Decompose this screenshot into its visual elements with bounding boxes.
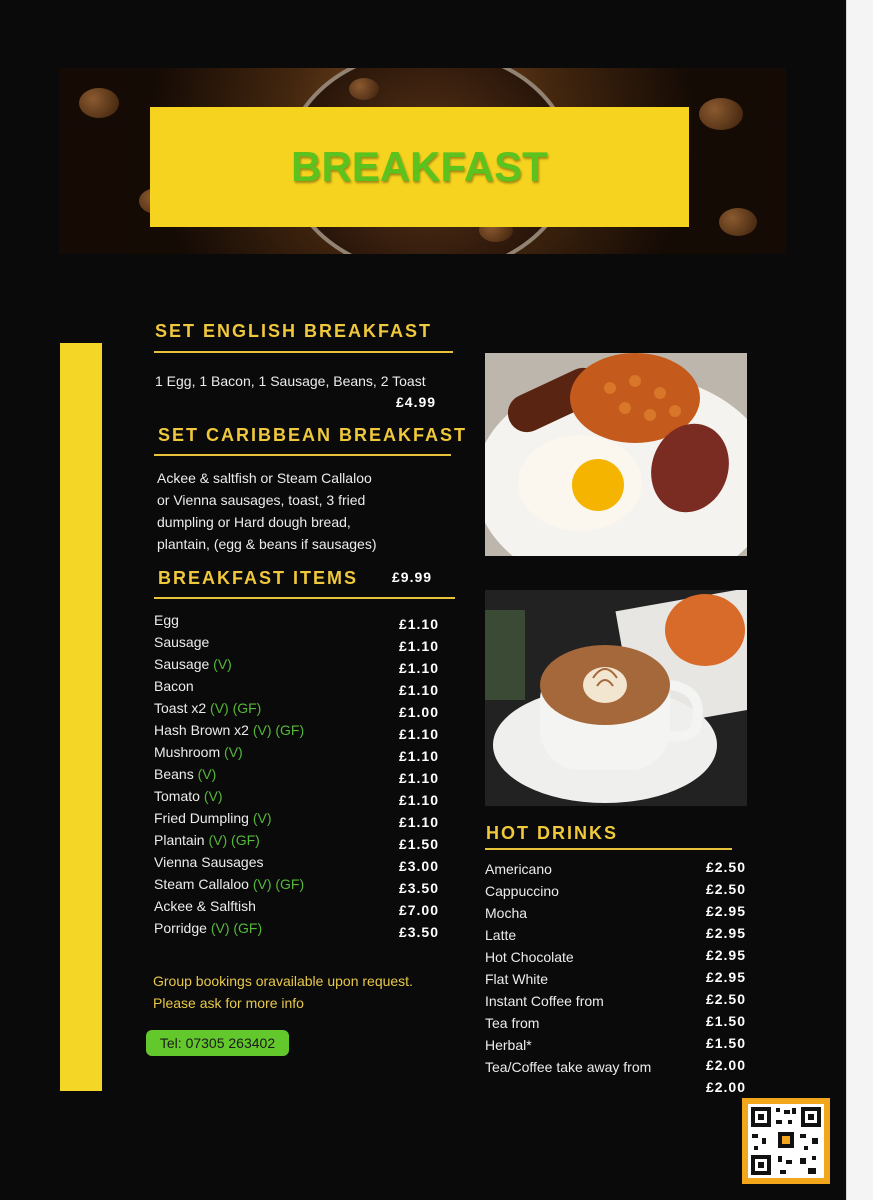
- list-item: Egg £1.10: [154, 612, 439, 632]
- list-item: Sausage (V) £1.10: [154, 656, 439, 676]
- group-bookings-note: Group bookings oravailable upon request.: [153, 973, 413, 989]
- list-item: Instant Coffee from £2.50: [485, 991, 746, 1009]
- list-item: Fried Dumpling (V) £1.10: [154, 810, 439, 830]
- english-breakfast-heading: SET ENGLISH BREAKFAST: [155, 321, 433, 341]
- list-item: Tea/Coffee take away from £2.00: [485, 1057, 746, 1075]
- side-accent-bar: [60, 343, 102, 1091]
- heading-rule: [154, 597, 455, 599]
- list-item: Flat White £2.95: [485, 969, 746, 987]
- page-title: BREAKFAST: [291, 143, 548, 190]
- heading-rule: [154, 454, 451, 456]
- list-item: Americano £2.50: [485, 859, 746, 877]
- list-item: Bacon £1.10: [154, 678, 439, 698]
- list-item: Plantain (V) (GF) £1.50: [154, 832, 439, 852]
- list-item: Ackee & Salftish £7.00: [154, 898, 439, 918]
- list-item: Hot Chocolate £2.95: [485, 947, 746, 965]
- caribbean-breakfast-line: Ackee & saltfish or Steam Callaloo: [157, 470, 372, 486]
- list-item: Herbal* £1.50: [485, 1035, 746, 1053]
- english-breakfast-price: £4.99: [396, 394, 437, 410]
- list-item: Cappuccino £2.50: [485, 881, 746, 899]
- heading-rule: [485, 848, 732, 850]
- list-item: Mushroom (V) £1.10: [154, 744, 439, 764]
- caribbean-breakfast-line: dumpling or Hard dough bread,: [157, 514, 351, 530]
- list-item: Mocha £2.95: [485, 903, 746, 921]
- title-box: [150, 107, 689, 227]
- heading-rule: [154, 351, 453, 353]
- list-item: Latte £2.95: [485, 925, 746, 943]
- qr-code-icon: [742, 1098, 830, 1184]
- list-item: Vienna Sausages £3.00: [154, 854, 439, 874]
- coffee-photo: [485, 590, 747, 806]
- page-edge: [846, 0, 873, 1200]
- telephone-badge[interactable]: Tel: 07305 263402: [146, 1030, 289, 1056]
- caribbean-breakfast-line: plantain, (egg & beans if sausages): [157, 536, 377, 552]
- breakfast-photo: [485, 353, 747, 556]
- caribbean-breakfast-heading: SET CARIBBEAN BREAKFAST: [158, 425, 468, 445]
- list-item: Toast x2 (V) (GF) £1.00: [154, 700, 439, 720]
- qr-code[interactable]: [742, 1098, 830, 1184]
- hot-drinks-heading: HOT DRINKS: [486, 823, 618, 843]
- list-item: Porridge (V) (GF) £3.50: [154, 920, 439, 940]
- list-item: Tea from £1.50: [485, 1013, 746, 1031]
- group-bookings-note: Please ask for more info: [153, 995, 304, 1011]
- header-banner: [59, 68, 786, 254]
- breakfast-items-heading: BREAKFAST ITEMS: [158, 568, 359, 588]
- list-item: £2.00: [705, 1079, 746, 1095]
- breakfast-items-heading-price: £9.99: [392, 569, 433, 585]
- list-item: Tomato (V) £1.10: [154, 788, 439, 808]
- breakfast-plate-illustration: [485, 353, 747, 556]
- list-item: Sausage £1.10: [154, 634, 439, 654]
- caribbean-breakfast-line: or Vienna sausages, toast, 3 fried: [157, 492, 366, 508]
- list-item: Steam Callaloo (V) (GF) £3.50: [154, 876, 439, 896]
- english-breakfast-description: 1 Egg, 1 Bacon, 1 Sausage, Beans, 2 Toast: [155, 373, 426, 389]
- list-item: Hash Brown x2 (V) (GF) £1.10: [154, 722, 439, 742]
- latte-illustration: [485, 590, 747, 806]
- list-item: Beans (V) £1.10: [154, 766, 439, 786]
